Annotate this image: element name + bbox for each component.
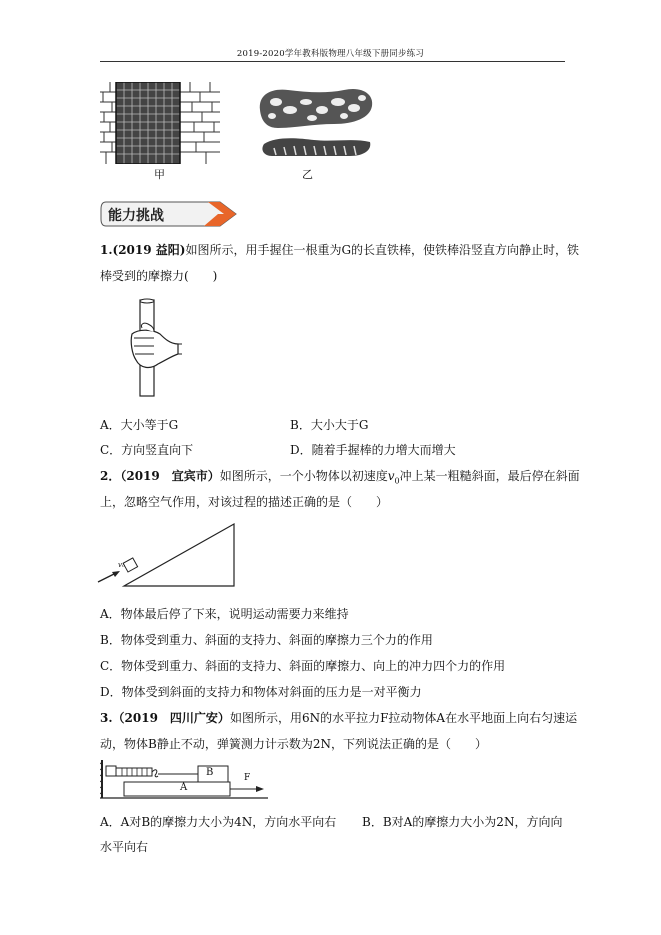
q3-line-2: 动，物体B静止不动，弹簧测力计示数为2N，下列说法正确的是（ ） xyxy=(100,737,487,751)
figure-incline xyxy=(94,520,244,590)
figure-shoe-sole xyxy=(254,84,376,164)
page-header-title: 2019-2020学年教科版物理八年级下册同步练习 xyxy=(236,49,425,59)
figure-incline-v0-label: v₀ xyxy=(118,561,125,569)
figure-label-a: A xyxy=(180,782,188,793)
header-rule xyxy=(100,61,565,62)
q2-option-d: D．物体受到斜面的支持力和物体对斜面的压力是一对平衡力 xyxy=(100,685,422,699)
figure-hand-rod xyxy=(124,298,184,398)
figure-left-caption: 甲 xyxy=(154,168,165,181)
q3-option-b-cont: 水平向右 xyxy=(100,840,149,854)
q2-option-c: C．物体受到重力、斜面的支持力、斜面的摩擦力、向上的冲力四个力的作用 xyxy=(100,659,506,673)
q2-line-1 xyxy=(100,468,580,489)
q2-text-1b: 冲上某一粗糙斜面，最后停在斜面 xyxy=(399,469,580,483)
section-title: 能力挑战 xyxy=(108,208,164,224)
q3-option-b: B．B对A的摩擦力大小为2N，方向向 xyxy=(362,815,563,829)
q2-option-b: B．物体受到重力、斜面的支持力、斜面的摩擦力三个力的作用 xyxy=(100,633,433,647)
q1-text-1: 如图所示，用手握住一根重为G的长直铁棒，使铁棒沿竖直方向静止时，铁 xyxy=(185,243,580,257)
q2-v0: v xyxy=(387,469,395,483)
q1-option-b: B．大小大于G xyxy=(290,418,369,432)
figure-label-f: F xyxy=(244,773,251,783)
q2-source: 2．（2019 宜宾市） xyxy=(100,469,220,483)
q3-option-a: A．A对B的摩擦力大小为4N，方向水平向右 xyxy=(100,815,337,829)
q2-v0-sub: 0 xyxy=(394,476,400,486)
q3-source: 3.（2019 四川广安） xyxy=(100,711,230,725)
q1-option-c: C．方向竖直向下 xyxy=(100,443,194,457)
q1-line-1 xyxy=(100,242,580,258)
figure-right-caption: 乙 xyxy=(302,168,313,181)
q1-source: 1.(2019 益阳) xyxy=(100,243,186,257)
figure-brick-wall xyxy=(100,82,220,164)
q1-option-a: A．大小等于G xyxy=(100,418,179,432)
q3-line-1 xyxy=(100,710,578,726)
q2-option-a: A．物体最后停了下来，说明运动需要力来维持 xyxy=(100,607,349,621)
q1-option-d: D．随着手握棒的力增大而增大 xyxy=(290,443,456,457)
q3-text-1: 如图所示，用6N的水平拉力F拉动物体A在水平地面上向右匀速运 xyxy=(229,711,578,725)
q2-line-2: 上，忽略空气作用，对该过程的描述正确的是（ ） xyxy=(100,495,389,509)
figure-label-b: B xyxy=(206,767,214,778)
q1-line-2: 棒受到的摩擦力( ) xyxy=(100,269,218,283)
q2-text-1a: 如图所示，一个小物体以初速度 xyxy=(219,469,388,483)
